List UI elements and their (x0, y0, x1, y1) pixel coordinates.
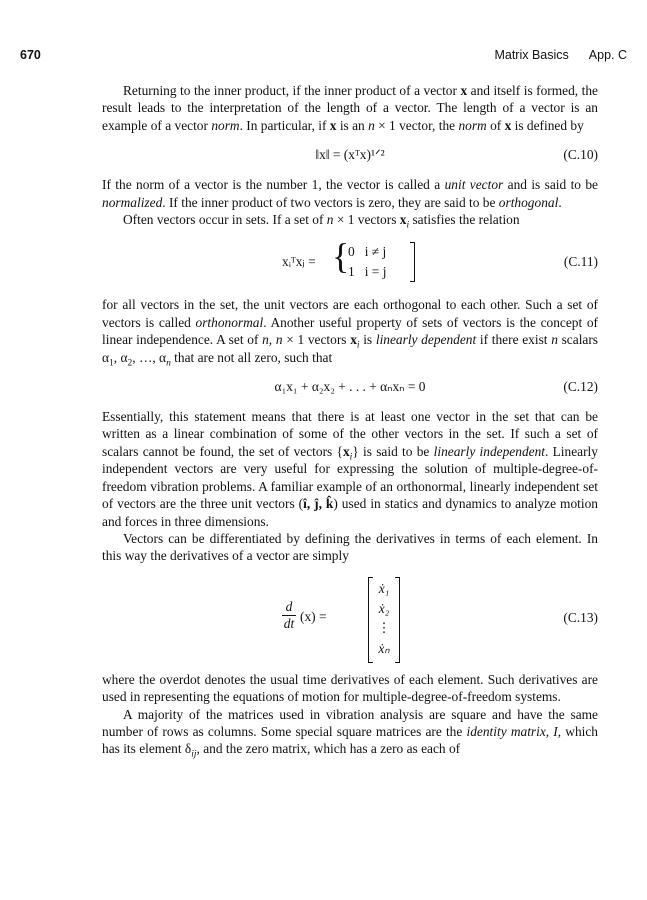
paragraph-inner-product-norm: Returning to the inner product, if the inner product of a vector x and itself is formed, the result leads to the interpretation of the length of a vector. The length of a vector is an example of a vector norm. In particular, if x is an n × 1 vector, the norm of x is defined by (102, 83, 599, 133)
section-title: Matrix Basics (494, 48, 569, 62)
equation-c13 (102, 573, 598, 665)
equation-c11-case-eq: 1 i = j (348, 264, 387, 280)
equation-c13-vector (368, 577, 400, 663)
equation-c10-expression: ‖x‖ = (xᵀx)¹ᐟ² (315, 147, 385, 163)
page-header (20, 48, 627, 66)
paragraph-square-matrices: A majority of the matrices used in vibration analysis are square and have the same number of rows as columns. Some special square matrices are the identity matrix, I, which has its element $\delta_{ij}$, and the zero matrix, which has a zero as each of (102, 706, 599, 761)
paragraph-differentiation: Vectors can be differentiated by defining the derivatives in terms of each element. In this way the derivatives of a vector are simply (102, 530, 598, 564)
vector-entry: ⋮ (377, 619, 391, 635)
left-brace-icon: { (332, 236, 350, 277)
paragraph-linear-independence: Essentially, this statement means that there is at least one vector in the set that can be written as a linear combination of some of the other vectors in the set. If such a set of scalars cannot be found, the set of vectors $\{x_i\}$ is said to be linearly independent. Linearly independent vectors are very useful for expressing the solution of multiple-degree-of-freedom vibration problems. A familiar example of an orthonormal, linearly independent set of vectors are the three unit vectors (î, ĵ, k̂) used in statics and dynamics to analyze motion and forces in three dimensions. (102, 409, 598, 529)
appendix-label: App. C (588, 48, 627, 62)
equation-c11-cases (348, 242, 415, 282)
page-number: 670 (20, 48, 41, 62)
paragraph-orthonormal: for all vectors in the set, the unit vectors are each orthogonal to each other. Such a set of vectors is called orthonormal. Another useful property of sets of vectors is the concept of linear independence. A set of n, n × 1 vectors $x_i$ is linearly dependent if there exist n scalars $\alpha_1$, $\alpha_2$, …, $\alpha_n$ that are not all zero, such that (102, 297, 599, 369)
paragraph-overdot: where the overdot denotes the usual time derivatives of each element. Such derivatives are used in representing the equations of motion for multiple-degree-of-freedom systems. (102, 671, 598, 705)
running-head (474, 48, 627, 62)
equation-c11-case-neq: 0 i ≠ j (348, 244, 387, 260)
equation-c11-label: (C.11) (563, 254, 598, 270)
vector-entry: ẋₙ (378, 640, 390, 656)
equation-c11 (102, 238, 598, 286)
equation-c13-derivative: d dt (283, 598, 295, 631)
vector-entry: ẋ₂ (378, 600, 390, 616)
equation-c10 (102, 142, 598, 168)
equation-c13-arg: (x) = (300, 608, 327, 624)
equation-c13-label: (C.13) (563, 609, 598, 625)
equation-c12-label: (C.12) (563, 379, 598, 395)
vector-entry: ẋ₁ (378, 580, 390, 596)
page-body (102, 82, 599, 761)
equation-c12-expression: α₁x₁ + α₂x₂ + . . . + αₙxₙ = 0 (274, 379, 426, 395)
equation-c12 (102, 374, 598, 400)
equation-c11-lhs: xᵢᵀxⱼ = (282, 254, 316, 270)
equation-c10-label: (C.10) (563, 147, 598, 163)
paragraph-vector-sets: Often vectors occur in sets. If a set of n × 1 vectors $x_i$ satisfies the relation (123, 212, 520, 231)
paragraph-unit-vector: If the norm of a vector is the number 1, the vector is called a unit vector and is said to be normalized. If the inner product of two vectors is zero, they are said to be orthogonal. (102, 177, 598, 210)
